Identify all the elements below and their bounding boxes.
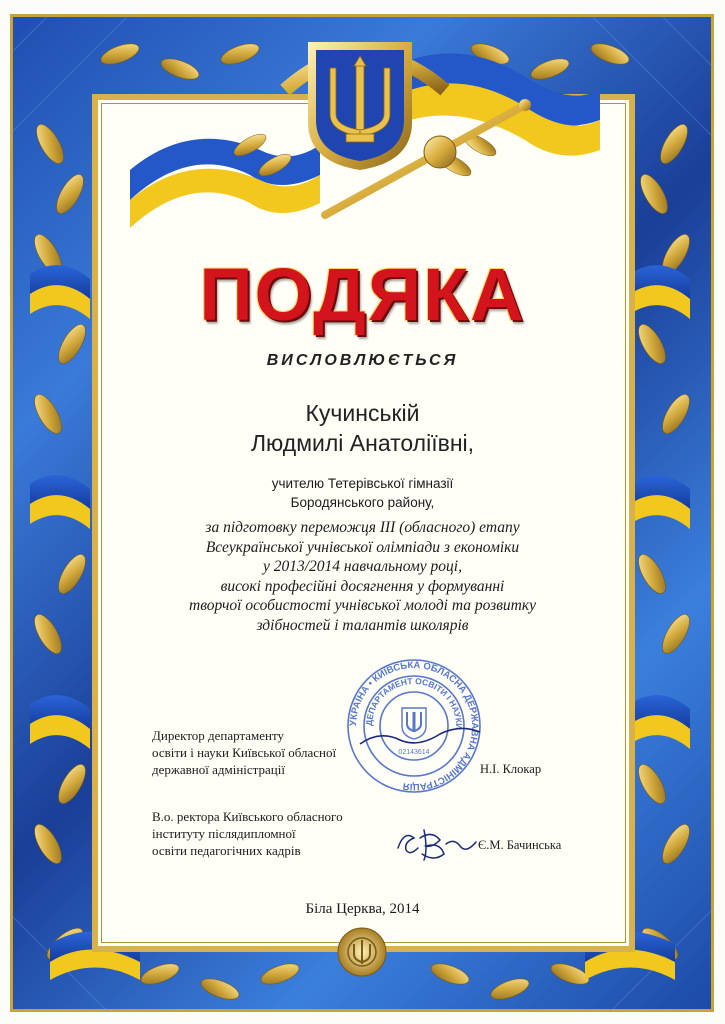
reason-line: за підготовку переможця ІІІ (обласного) етапу bbox=[205, 519, 520, 536]
recipient-position bbox=[0, 474, 725, 512]
reason-line: у 2013/2014 навчальному році, bbox=[263, 558, 462, 575]
certificate-subtitle: ВИСЛОВЛЮЄТЬСЯ bbox=[266, 352, 459, 369]
official-stamp bbox=[340, 656, 488, 796]
signatory-line: Директор департаменту bbox=[152, 728, 285, 743]
signatory-1-name: Н.І. Клокар bbox=[480, 762, 542, 776]
stamp-inner-text: ДЕПАРТАМЕНТ ОСВІТИ І НАУКИ bbox=[363, 675, 465, 730]
recipient-surname: Кучинській bbox=[305, 400, 420, 426]
stamp-outer-text: УКРАЇНА • КИЇВСЬКА ОБЛАСНА ДЕРЖАВНА АДМІНІСТРАЦІЯ bbox=[347, 659, 481, 793]
signatory-line: освіти і науки Київської обласної bbox=[152, 745, 337, 760]
signatory-2-name: Є.М. Бачинська bbox=[478, 838, 562, 852]
stamp-code: 02143614 bbox=[398, 749, 430, 756]
place-and-date: Біла Церква, 2014 bbox=[305, 901, 420, 917]
reason-line: Всеукраїнської учнівської олімпіади з економіки bbox=[205, 538, 520, 556]
reason-line: високі професійні досягнення у формуванні bbox=[220, 577, 505, 595]
position-line: учителю Тетерівської гімназії bbox=[271, 476, 454, 491]
recipient-given-names: Людмилі Анатоліївні, bbox=[250, 430, 475, 456]
gold-emblem-icon bbox=[322, 920, 402, 980]
reason-line: здібностей і талантів школярів bbox=[256, 616, 469, 634]
signatory-line: державної адміністрації bbox=[152, 762, 285, 777]
signatory-line: освіти педагогічних кадрів bbox=[152, 843, 301, 858]
signatory-line: інституту післядипломної bbox=[152, 826, 296, 841]
handwritten-signature-2 bbox=[390, 818, 480, 868]
award-reason bbox=[0, 518, 725, 635]
stamp-trident-icon bbox=[402, 708, 426, 739]
trident-coat-of-arms-icon bbox=[300, 34, 420, 174]
reason-line: творчої особистості учнівської молоді та розвитку bbox=[189, 597, 536, 614]
signatory-2-title bbox=[152, 808, 343, 859]
signatory-line: В.о. ректора Київського обласного bbox=[152, 809, 343, 824]
signatory-1-title bbox=[152, 727, 336, 778]
certificate-title: ПОДЯКА bbox=[199, 253, 526, 336]
position-line: Бородянського району, bbox=[290, 495, 435, 510]
